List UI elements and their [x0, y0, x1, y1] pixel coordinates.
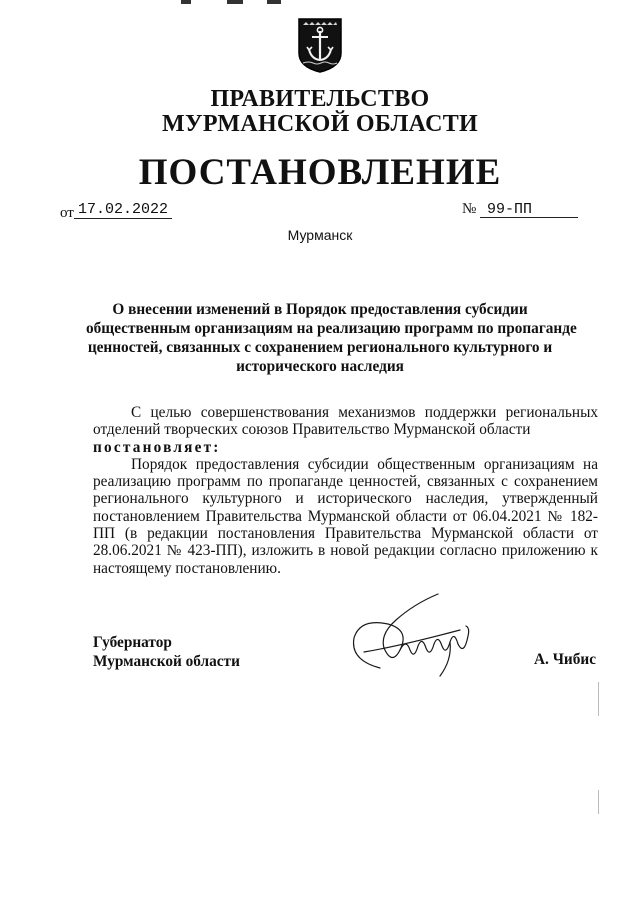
issue-city: Мурманск — [287, 227, 353, 243]
title-line: исторического наследия — [236, 358, 404, 375]
scan-artifact-line — [598, 682, 599, 716]
number-prefix: № — [462, 201, 477, 217]
document-title — [86, 300, 577, 376]
title-line: О внесении изменений в Порядок предоставления субсидии — [112, 301, 528, 318]
document-date: 17.02.2022 — [74, 201, 172, 219]
document-body — [93, 404, 598, 577]
murmansk-coat-of-arms-icon — [297, 17, 343, 73]
signer-position-line: Мурманской области — [93, 653, 240, 670]
signer-name: А. Чибис — [534, 651, 596, 668]
title-line: ценностей, связанных с сохранением регионального культурного и — [87, 339, 553, 356]
document-number: 99-ПП — [480, 201, 578, 218]
title-line: общественным организациям на реализацию программ по пропаганде — [86, 320, 577, 337]
date-prefix: от — [60, 205, 74, 221]
scan-artifact-line — [598, 790, 599, 814]
handwritten-signature — [340, 590, 490, 682]
resolves-keyword: постановляет: — [93, 438, 221, 456]
preamble-paragraph: С целью совершенствования механизмов поддержки региональных отделений творческих союзов Правительство Мурманской области — [93, 404, 598, 439]
resolution-paragraph: Порядок предоставления субсидии общественным организациям на реализацию программ по пропаганде ценностей, связанных с сохранением регионального культурного и исторического наследия, утвержденный постановлением Правительства Мурманской области от 06.04.2021 № 182-ПП (в редакции постановления Правительства Мурманской области от 28.06.2021 № 423-ПП), изложить в новой редакции согласно приложению к настоящему постановлению. — [93, 455, 598, 577]
signer-position — [93, 633, 240, 671]
scan-marks — [181, 0, 291, 6]
signer-position-line: Губернатор — [93, 634, 172, 651]
document-type: ПОСТАНОВЛЕНИЕ — [138, 152, 502, 193]
issuer-line-2: МУРМАНСКОЙ ОБЛАСТИ — [162, 111, 478, 137]
issuer-line-1: ПРАВИТЕЛЬСТВО — [210, 86, 430, 112]
